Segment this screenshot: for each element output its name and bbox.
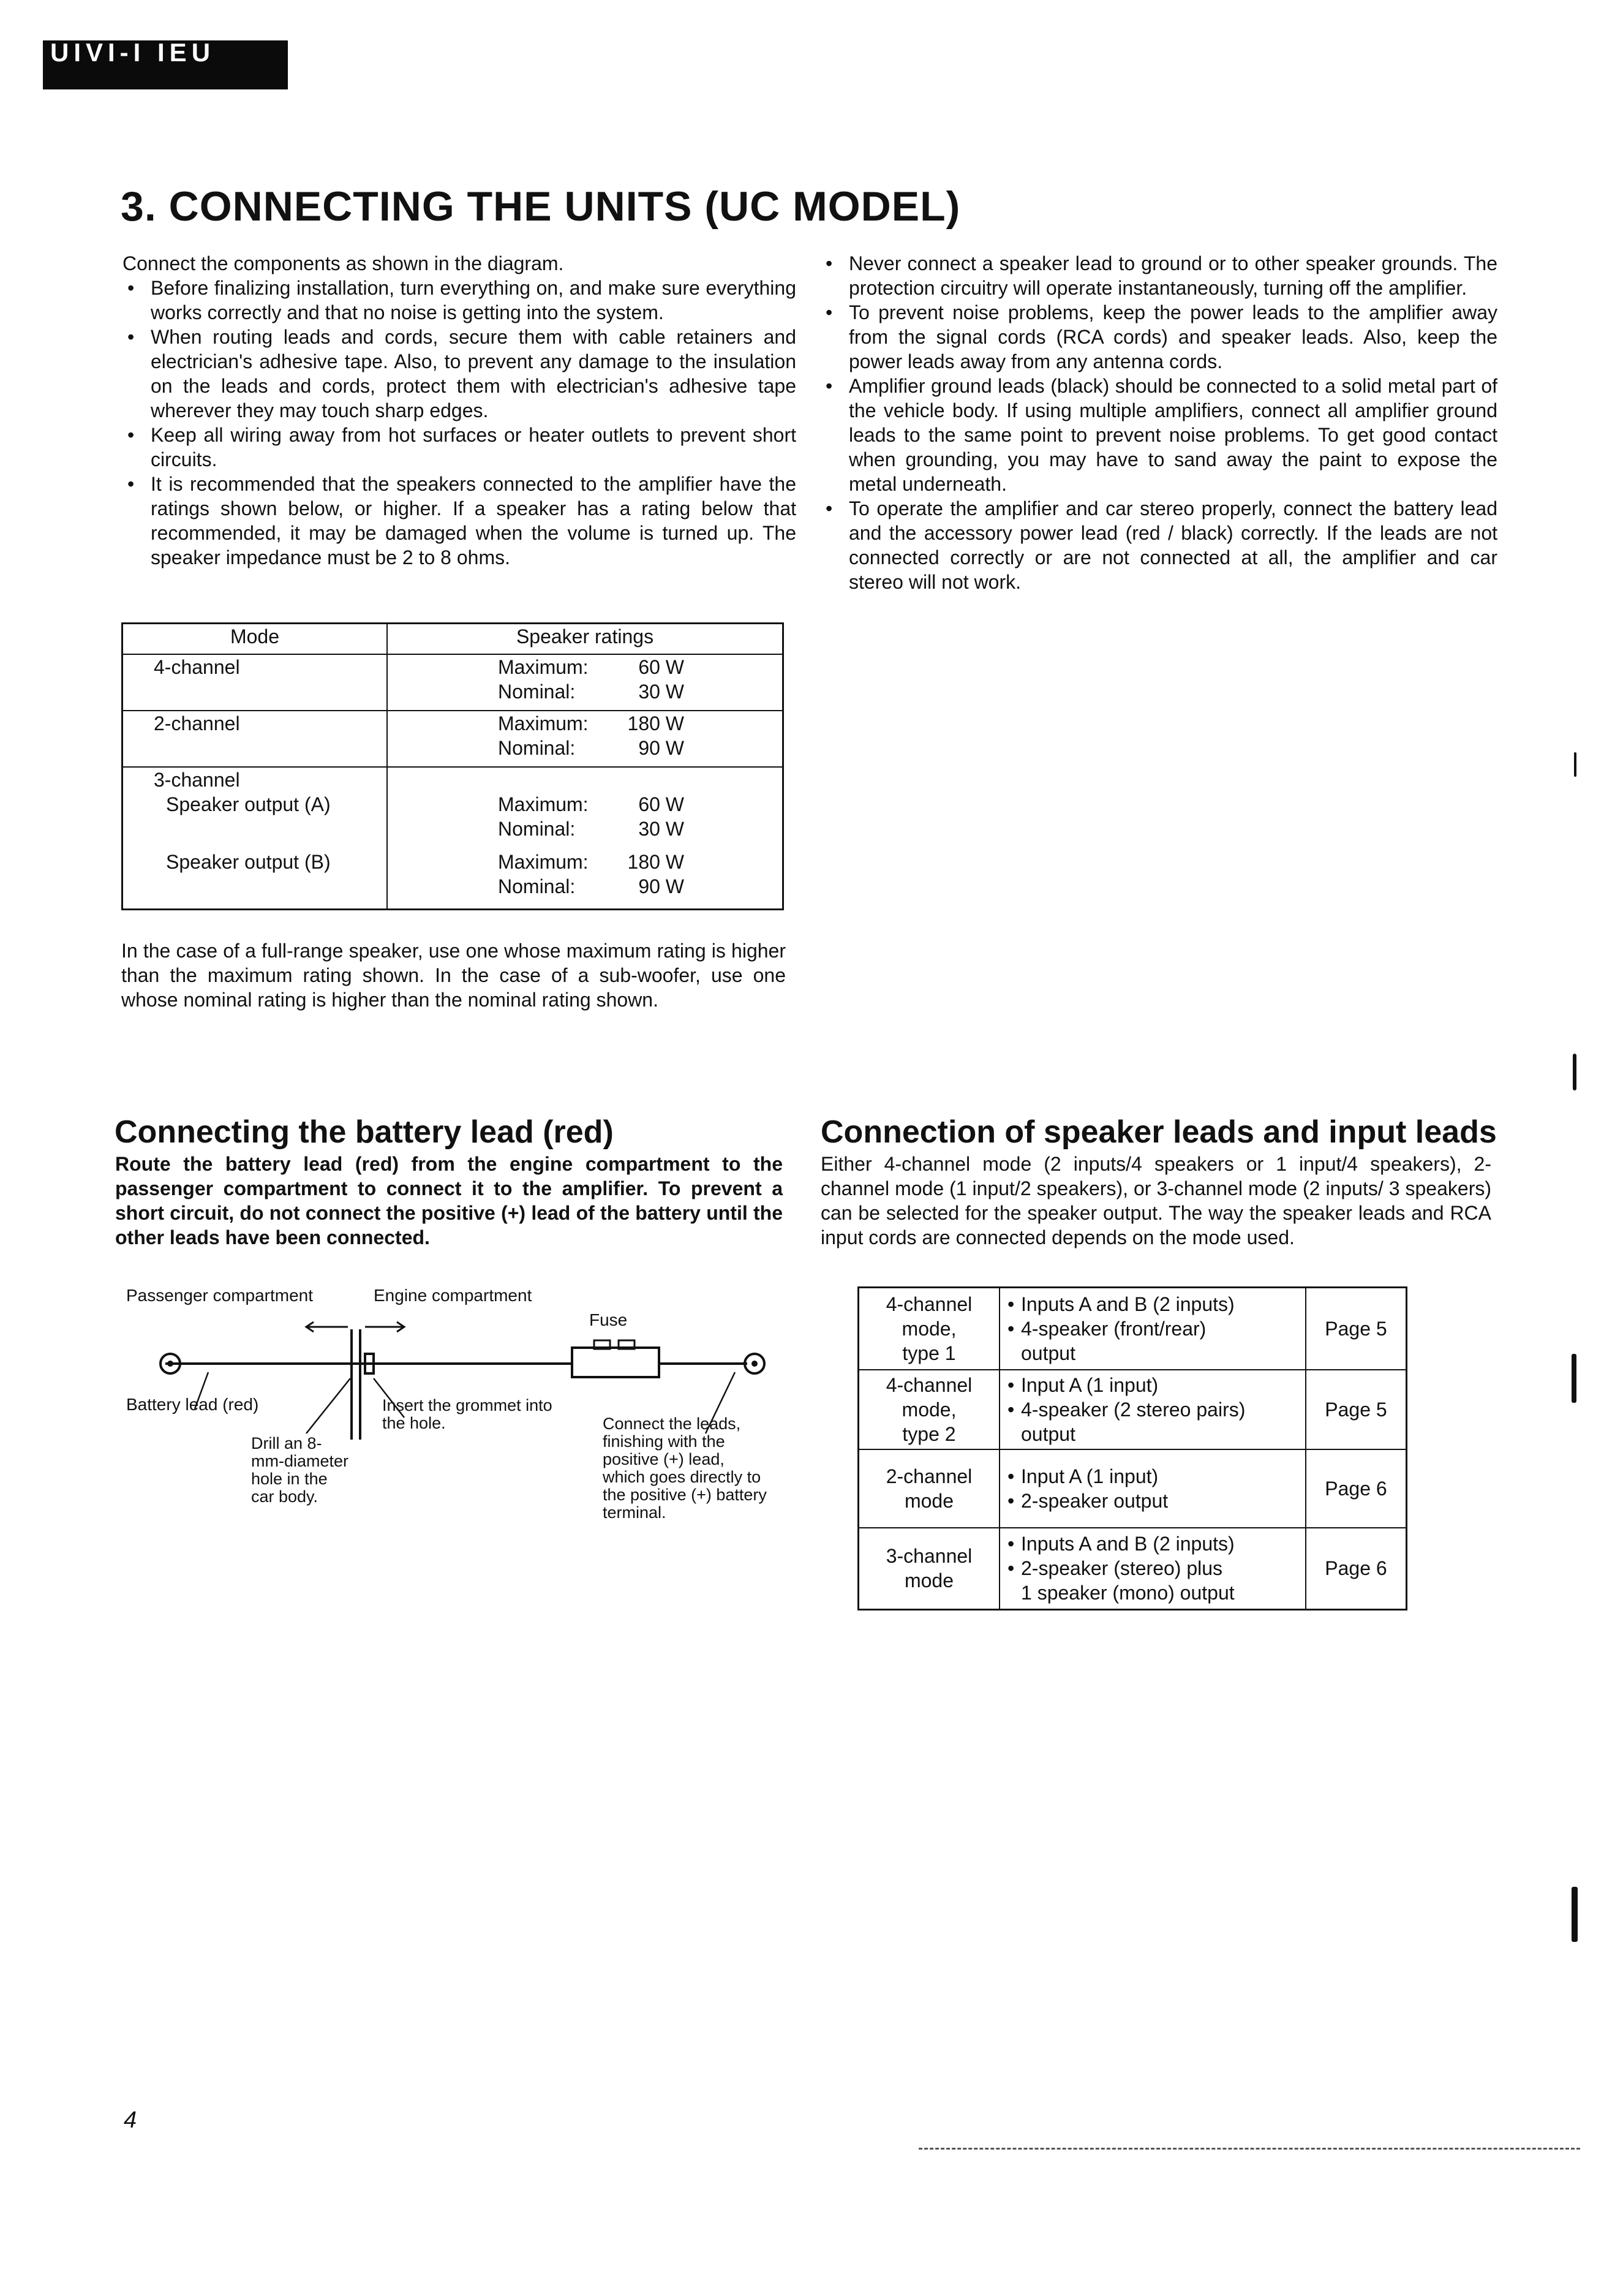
- table-row: [122, 654, 783, 711]
- page-ref: Page 5: [1306, 1370, 1407, 1449]
- passenger-label: Passenger compartment: [126, 1286, 314, 1305]
- grommet-label: Insert the grommet into the hole.: [382, 1396, 552, 1432]
- list-item: • To operate the amplifier and car stereo properly, connect the battery lead and the accessory power lead (red / black) correctly. If the leads are not connected correctly or are not connected at all, the amplifier and car stereo will not work.: [821, 496, 1497, 594]
- list-item: • Before finalizing installation, turn everything on, and make sure everything works correctly and that no noise is getting into the system.: [122, 276, 796, 325]
- page-ref: Page 5: [1306, 1288, 1407, 1370]
- mode-item: output: [1021, 1422, 1075, 1445]
- mode-line: mode: [904, 1569, 954, 1592]
- speaker-ratings-table: [121, 622, 784, 910]
- mode-item: • 2-speaker output: [1004, 1489, 1301, 1513]
- mode-item: • Inputs A and B (2 inputs): [1004, 1531, 1301, 1556]
- table-header-ratings: Speaker ratings: [387, 624, 783, 655]
- scan-edge-mark: [1572, 1354, 1576, 1403]
- fuse-icon: [572, 1348, 659, 1377]
- scan-edge-mark: [1572, 1887, 1578, 1942]
- speaker-leads-heading: Connection of speaker leads and input leads: [821, 1114, 1497, 1150]
- mode-item: 1 speaker (mono) output: [1021, 1582, 1235, 1604]
- mode-item: output: [1021, 1342, 1075, 1364]
- list-item: • Never connect a speaker lead to ground or to other speaker grounds. The protection circuitry will operate instantaneously, turning off the amplifier.: [821, 251, 1497, 300]
- max-label: Maximum:: [498, 793, 589, 815]
- drill-label: Drill an 8-mm-diameter hole in the car body.: [251, 1434, 349, 1506]
- battery-lead-label: Battery lead (red): [126, 1395, 259, 1414]
- nom-value: 90 W: [638, 737, 684, 759]
- max-value: 180 W: [627, 851, 684, 873]
- header-model-tag: UIVI-I IEU: [50, 38, 216, 67]
- battery-lead-diagram: [122, 1286, 796, 1544]
- mode-line: 2-channel: [886, 1465, 973, 1487]
- mode-line: 4-channel: [886, 1373, 973, 1396]
- page-ref: Page 6: [1306, 1528, 1407, 1610]
- page-title: 3. CONNECTING THE UNITS (UC MODEL): [121, 183, 961, 230]
- table-row: [859, 1288, 1407, 1370]
- nom-label: Nominal:: [498, 681, 576, 703]
- max-value: 180 W: [627, 712, 684, 734]
- table-row: [859, 1449, 1407, 1528]
- mode-item: • 4-speaker (front/rear): [1004, 1316, 1301, 1341]
- max-value: 60 W: [638, 793, 684, 815]
- scan-bottom-noise: [919, 2148, 1580, 2150]
- mode-item: • Input A (1 input): [1004, 1464, 1301, 1489]
- mode-item: • Input A (1 input): [1004, 1373, 1301, 1397]
- output-b-label: Speaker output (B): [166, 851, 331, 873]
- nom-label: Nominal:: [498, 818, 576, 840]
- nom-value: 90 W: [638, 875, 684, 897]
- nom-value: 30 W: [638, 681, 684, 703]
- speaker-ratings-table-wrap: [121, 622, 784, 910]
- mode-line: mode,: [902, 1398, 957, 1421]
- max-value: 60 W: [638, 656, 684, 678]
- max-label: Maximum:: [498, 712, 589, 734]
- modes-table: [857, 1286, 1407, 1611]
- list-item: • It is recommended that the speakers connected to the amplifier have the ratings shown below, or higher. If a speaker has a rating below that recommended, it may be damaged when the volume is turned up. The speaker impedance must be 2 to 8 ohms.: [122, 472, 796, 570]
- fuse-label: Fuse: [589, 1310, 628, 1329]
- ratings-note: In the case of a full-range speaker, use one whose maximum rating is higher than the maximum rating shown. In the case of a sub-woofer, use one whose nominal rating is higher than the nominal rating shown.: [121, 940, 786, 1011]
- connect-label: Connect the leads, finishing with the positive (+) lead, which goes directly to the positive (+) battery terminal.: [603, 1414, 767, 1522]
- mode-line: 3-channel: [886, 1545, 973, 1568]
- output-a-label: Speaker output (A): [166, 793, 331, 815]
- mode-item: • 2-speaker (stereo) plus: [1004, 1556, 1301, 1580]
- nom-label: Nominal:: [498, 737, 576, 759]
- mode-line: 4-channel: [886, 1293, 973, 1315]
- scan-edge-mark: [1573, 1054, 1576, 1090]
- mode-cell: 4-channel: [154, 656, 240, 678]
- list-item: • To prevent noise problems, keep the power leads to the amplifier away from the signal cords (RCA cords) and speaker leads. Also, keep the power leads away from any antenna cords.: [821, 300, 1497, 374]
- mode-line: mode,: [902, 1317, 957, 1340]
- battery-paragraph: Route the battery lead (red) from the engine compartment to the passenger compartment to connect it to the amplifier. To prevent a short circuit, do not connect the positive (+) lead of the battery until the other leads have been connected.: [115, 1153, 783, 1248]
- table-row: [122, 711, 783, 767]
- page-ref: Page 6: [1306, 1449, 1407, 1528]
- mode-item: • 4-speaker (2 stereo pairs): [1004, 1397, 1301, 1422]
- mode-line: mode: [904, 1489, 954, 1512]
- table-row: [859, 1528, 1407, 1610]
- mode-item: • Inputs A and B (2 inputs): [1004, 1292, 1301, 1316]
- nom-value: 30 W: [638, 818, 684, 840]
- list-item: • When routing leads and cords, secure them with cable retainers and electrician's adhesive tape. Also, to prevent any damage to the insulation on the leads and cords, protect them with electrician's adhesive tape wherever they may touch sharp edges.: [122, 325, 796, 423]
- table-row: [859, 1370, 1407, 1449]
- list-item: • Keep all wiring away from hot surfaces or heater outlets to prevent short circuits.: [122, 423, 796, 472]
- page-number: 4: [124, 2107, 137, 2133]
- list-item: • Amplifier ground leads (black) should be connected to a solid metal part of the vehicle body. If using multiple amplifiers, connect all amplifier ground leads to the same point to prevent noise problems. To get good contact when grounding, you may have to sand away the paint to expose the metal underneath.: [821, 374, 1497, 496]
- scan-edge-mark: [1574, 752, 1576, 777]
- header-model-bar: [43, 40, 288, 89]
- table-header-mode: Mode: [122, 624, 388, 655]
- nom-label: Nominal:: [498, 875, 576, 897]
- mode-cell: 3-channel: [154, 769, 240, 791]
- right-bullet-list: [821, 251, 1497, 594]
- mode-line: type 1: [902, 1342, 956, 1364]
- max-label: Maximum:: [498, 656, 589, 678]
- left-bullet-list: [122, 276, 796, 570]
- engine-label: Engine compartment: [374, 1286, 532, 1305]
- max-label: Maximum:: [498, 851, 589, 873]
- battery-heading: Connecting the battery lead (red): [115, 1114, 614, 1150]
- mode-line: type 2: [902, 1422, 956, 1445]
- modes-table-wrap: [857, 1286, 1407, 1611]
- mode-cell: 2-channel: [154, 712, 240, 734]
- table-row: [122, 767, 783, 910]
- speaker-leads-paragraph: Either 4-channel mode (2 inputs/4 speakers or 1 input/4 speakers), 2-channel mode (1 input/2 speakers), or 3-channel mode (2 inputs/ 3 speakers) can be selected for the speaker output. The way the speaker leads and RCA input cords are connected depends on the mode used.: [821, 1153, 1491, 1248]
- intro-text: Connect the components as shown in the diagram.: [122, 252, 564, 274]
